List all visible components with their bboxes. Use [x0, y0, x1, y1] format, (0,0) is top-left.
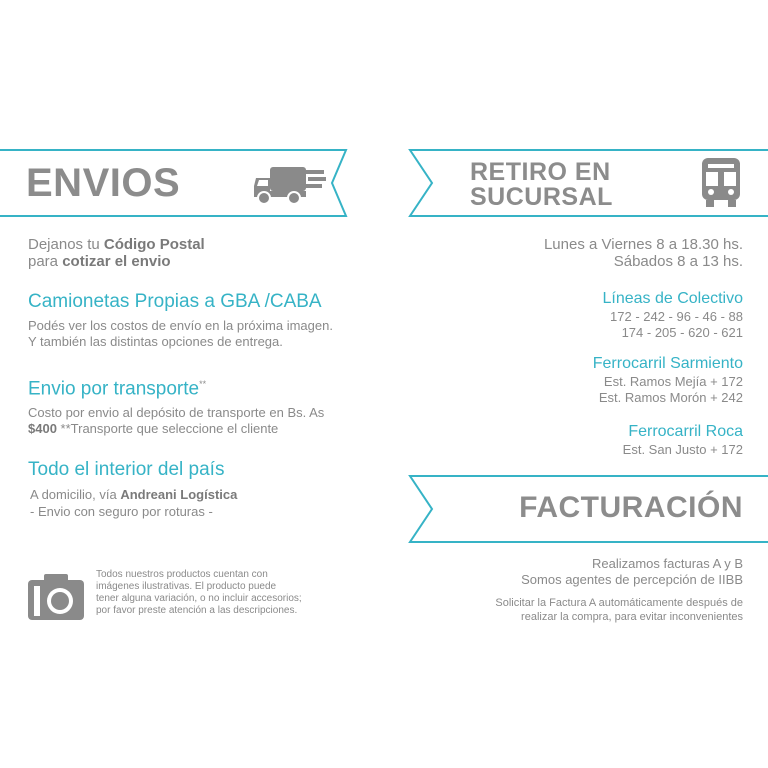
envios-intro [28, 236, 205, 270]
transport-heading: Líneas de Colectivo [602, 290, 743, 307]
transport-roca: Ferrocarril Roca Est. San Justo + 172 [622, 423, 743, 457]
envios-section-transporte [28, 372, 324, 437]
disclaimer-text: Todos nuestros productos cuentan con imágenes ilustrativas. El producto puede tener alguna variación, o no incluir accesorios; por favor preste atención a las descripciones. [96, 569, 302, 616]
transport-heading: Ferrocarril Sarmiento [592, 355, 743, 372]
intro-line-1: Dejanos tu Código Postal [28, 236, 205, 253]
section-text-line: $400 **Transporte que seleccione el cliente [28, 421, 279, 437]
intro-line-2: para cotizar el envio [28, 253, 171, 270]
retiro-banner [408, 148, 768, 218]
envios-section-interior [28, 458, 237, 520]
section-text-line: Y también las distintas opciones de entrega. [28, 334, 283, 349]
transport-colectivo: Líneas de Colectivo 172 - 242 - 96 - 46 - 88 174 - 205 - 620 - 621 [602, 290, 743, 340]
facturacion-title: FACTURACIÓN [519, 491, 743, 524]
transport-heading: Ferrocarril Roca [628, 423, 743, 440]
facturacion-note: Solicitar la Factura A automáticamente después de realizar la compra, para evitar inconvenientes [495, 597, 743, 623]
section-heading: Camionetas Propias a GBA /CABA [28, 291, 322, 312]
retiro-title: RETIRO EN SUCURSAL [470, 158, 613, 211]
section-text-line: A domicilio, vía Andreani Logística [30, 487, 238, 502]
envios-banner [0, 148, 360, 218]
facturacion-text: Realizamos facturas A y B Somos agentes de percepción de IIBB [521, 556, 743, 587]
section-text-line: Podés ver los costos de envío en la próxima imagen. [28, 318, 333, 333]
retiro-hours: Lunes a Viernes 8 a 18.30 hs. Sábados 8 a 13 hs. [543, 236, 743, 270]
facturacion-banner [408, 474, 768, 544]
envios-section-camionetas [28, 290, 333, 350]
section-text-line: - Envio con seguro por roturas - [30, 504, 213, 519]
camera-icon [28, 572, 84, 625]
section-heading: Envio por transporte** [28, 378, 207, 400]
transport-sarmiento: Ferrocarril Sarmiento Est. Ramos Mejía + 172 Est. Ramos Morón + 242 [592, 355, 743, 405]
section-text-line: Costo por envio al depósito de transporte en Bs. As [28, 405, 325, 421]
envios-title: ENVIOS [26, 161, 181, 205]
section-heading: Todo el interior del país [28, 459, 225, 480]
